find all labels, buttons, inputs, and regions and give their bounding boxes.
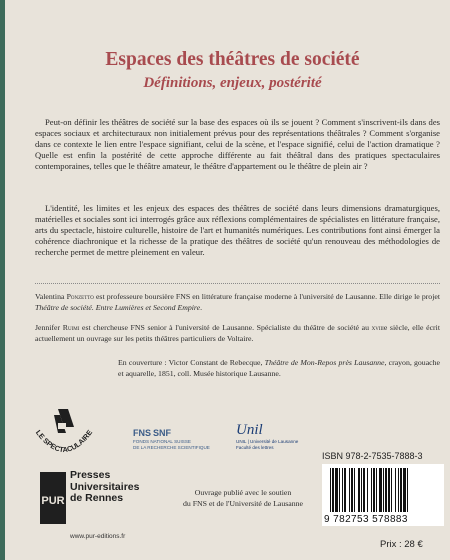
unil-line-1: UNIL | Université de Lausanne (236, 439, 299, 444)
barcode-digits: 9 782753 578883 (324, 514, 408, 525)
pur-mark-text: PUR (41, 495, 65, 507)
cover-credit-work: Théâtre de Mon-Repos près Lausanne (264, 358, 385, 367)
separator-line (35, 283, 440, 284)
author-2-century: xviii (371, 323, 384, 332)
spectaculaire-name: LE SPECTACULAIRE (33, 428, 95, 455)
cover-credit (118, 358, 440, 379)
author-1-firstname: Valentina (35, 292, 65, 301)
author-1-bio-text: est professeure boursière FNS en littérature française moderne à l'université de Lausanne. Elle dirige le projet (93, 292, 441, 301)
author-1-lastname: Ponzetto (66, 292, 94, 301)
author-bio-1 (35, 292, 440, 313)
pur-line-1: Presses (70, 469, 111, 481)
author-1-project: Théâtre de société. Entre Lumières et Second Empire (35, 302, 201, 312)
barcode (322, 464, 444, 526)
price: Prix : 28 € (380, 539, 423, 550)
fns-mark-text: FNS (133, 428, 151, 438)
support-line-1: Ouvrage publié avec le soutien (194, 488, 292, 497)
book-title: Espaces des théâtres de société (105, 49, 360, 70)
cover-credit-prefix: En couverture : Victor Constant de Rebecque, (118, 358, 265, 367)
barcode-bars-icon (328, 468, 438, 512)
pur-website: www.pur-editions.fr (70, 533, 126, 540)
author-2-lastname: Ruimi (62, 323, 80, 332)
pur-line-2: Universitaires (70, 480, 140, 493)
pur-name (70, 470, 140, 505)
cover-credit-suffix: , crayon, gouache et aquarelle, 1851, coll. Musée historique Lausanne. (118, 358, 440, 378)
fns-mark (133, 428, 171, 438)
author-2-bio-end: e siècle, elle écrit actuellement un ouvrage sur les petits théâtres particuliers de Voltaire. (35, 323, 440, 343)
author-bio-2 (35, 323, 440, 344)
blurb-paragraph-1: Peut-on définir les théâtres de société sur la base des espaces où ils se jouent ? Comment s'inscrivent-ils dans des espaces sociaux et architecturaux non initialement prévus pour des représentations théâtrales ? Comment s'organise dans ce contexte le lien entre l'espace signifiant, celui de la scène, et l'espace signifié, celui de l'action dramatique ? Quelle est enfin la postérité de cette approche différente au fait théâtral dans des pratiques spectaculaires contemporaines, telles que le théâtre amateur, le théâtre d'appartement ou le théâtre de plein air ? (35, 117, 440, 171)
spectaculaire-logo (28, 405, 100, 465)
pur-line-3: de Rennes (70, 492, 124, 504)
fns-line-1: FONDS NATIONAL SUISSE (133, 439, 191, 444)
pur-mark-icon (40, 472, 66, 532)
support-note (153, 488, 333, 509)
book-subtitle: Définitions, enjeux, postérité (143, 75, 322, 91)
spectaculaire-emblem-icon (28, 405, 100, 465)
unil-logo (236, 424, 306, 454)
blurb-paragraph-2: L'identité, les limites et les enjeux des espaces des théâtres de société dans leurs dimensions dramaturgiques, matérielles et sociales sont ici interrogés grâce aux réflexions complémentaires de spécialistes en littérature française, arts du spectacle, histoire culturelle, histoire de l'art et humanités numériques. Les contributions font ainsi émerger la cohérence diachronique et la richesse de la pratique des théâtres de société qu'un renouveau des méthodologies de recherche permet de mettre pleinement en valeur. (35, 203, 440, 257)
isbn: ISBN 978-2-7535-7888-3 (322, 451, 423, 461)
author-2-bio-text: est chercheuse FNS senior à l'université de Lausanne. Spécialiste du théâtre de société au (79, 323, 372, 332)
unil-line-2: Faculté des lettres (236, 444, 274, 450)
fns-text (133, 439, 210, 450)
fns-logo (133, 428, 223, 450)
unil-mark: Unil (236, 422, 263, 438)
author-2-firstname: Jennifer (35, 323, 61, 332)
snf-mark-text: SNF (153, 428, 171, 438)
cover-edge-strip (0, 0, 5, 560)
support-line-2: du FNS et de l'Université de Lausanne (182, 498, 304, 508)
unil-text (236, 439, 298, 450)
author-1-bio-end: . (200, 302, 203, 312)
fns-line-2: DE LA RECHERCHE SCIENTIFIQUE (133, 444, 210, 450)
pur-logo (40, 470, 140, 550)
